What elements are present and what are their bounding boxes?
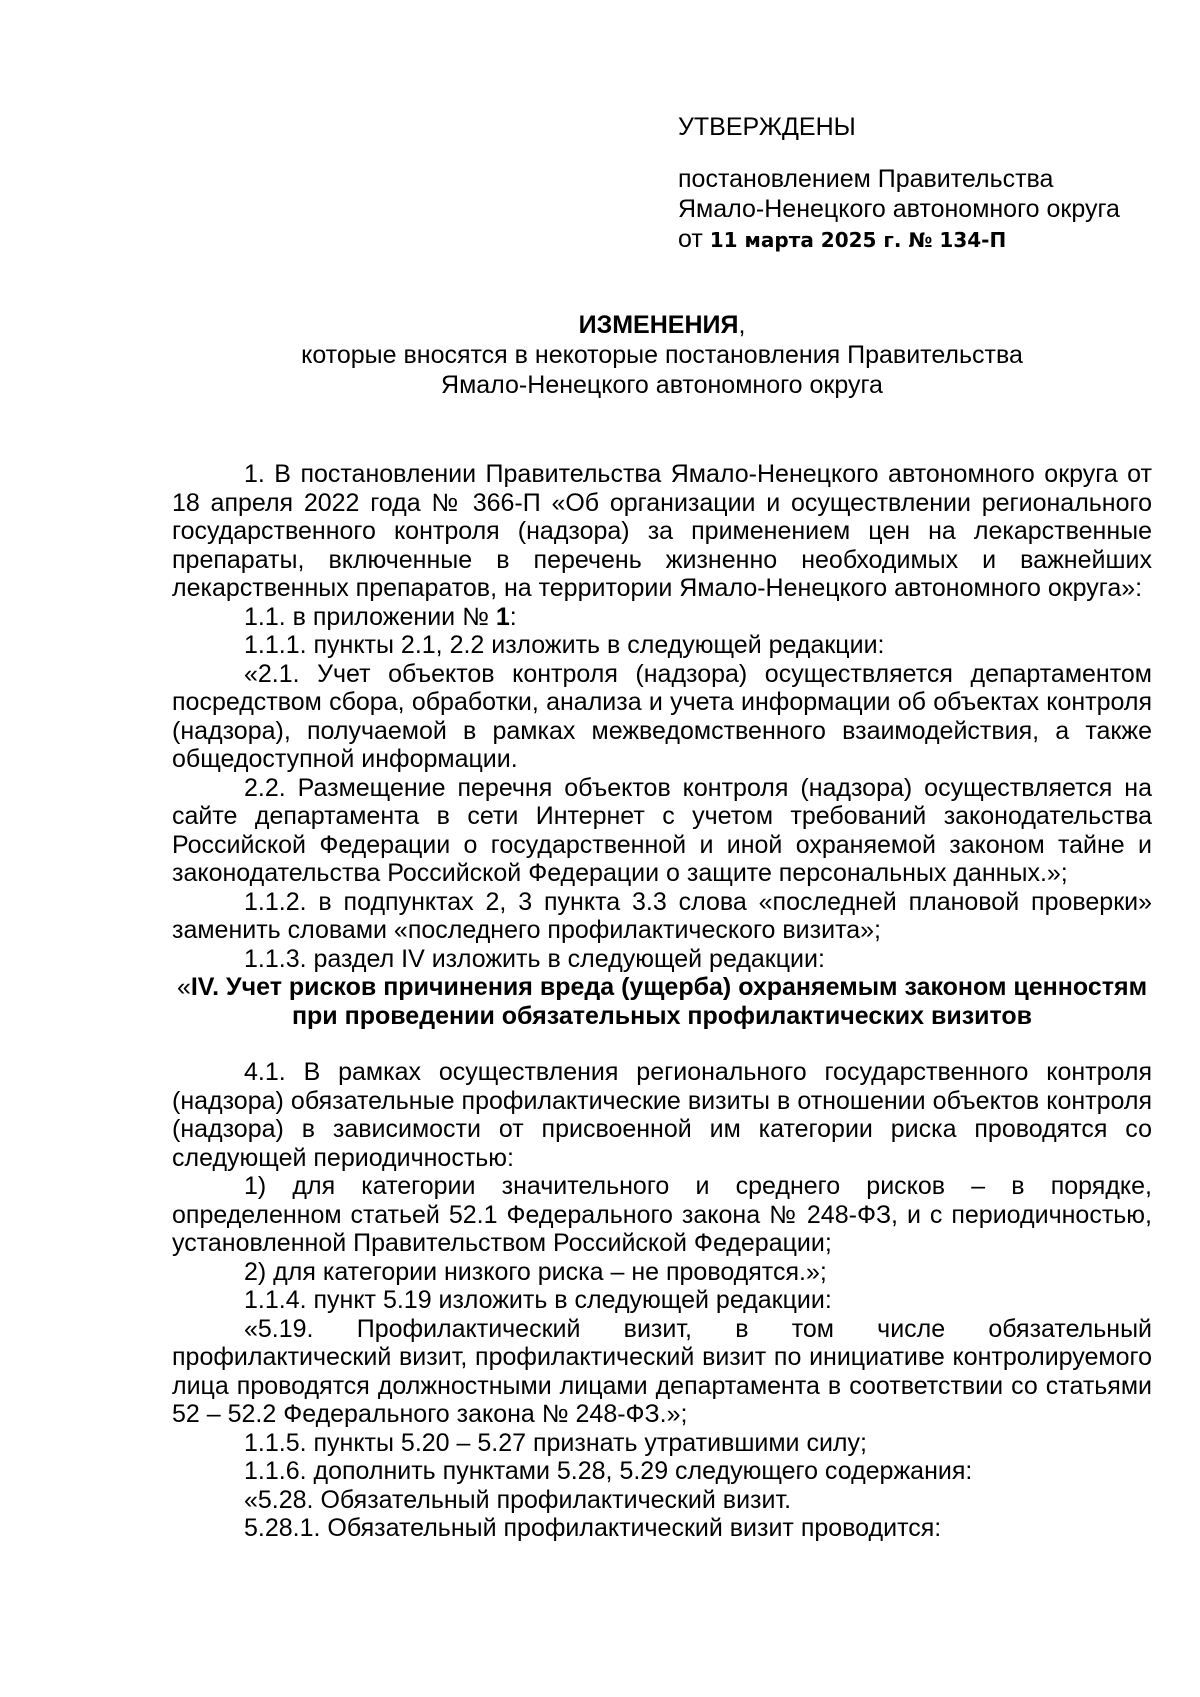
approval-line-1: постановлением Правительства bbox=[678, 165, 1054, 193]
paragraph-1-1-number: 1 bbox=[495, 602, 510, 631]
paragraph-1-1-1: 1.1.1. пункты 2.1, 2.2 изложить в следующей редакции: bbox=[244, 631, 885, 659]
paragraph-5-28-1: 5.28.1. Обязательный профилактический визит проводится: bbox=[244, 1514, 942, 1542]
approval-line-2: Ямало-Ненецкого автономного округа bbox=[678, 195, 1120, 223]
paragraph-1-1 bbox=[172, 603, 1152, 632]
paragraph-1-1-2: 1.1.2. в подпунктах 2, 3 пункта 3.3 слова «последней плановой проверки» заменить словами «последнего профилактического визита»; bbox=[172, 887, 1152, 944]
title-comma: , bbox=[738, 311, 746, 339]
paragraph-1-1-text: 1.1. в приложении № bbox=[244, 602, 496, 631]
paragraph-item-1: 1) для категории значительного и среднего рисков – в порядке, определенном статьей 52.1 Федерального закона № 248-ФЗ, и с периодичностью, установленной Правительством Российской Федерации; bbox=[172, 1172, 1152, 1257]
paragraph-5-28: «5.28. Обязательный профилактический визит. bbox=[244, 1485, 792, 1514]
document-body bbox=[172, 460, 1152, 1543]
paragraph-2-1: «2.1. Учет объектов контроля (надзора) осуществляется департаментом посредством сбора, обработки, анализа и учета информации об объектах контроля (надзора), получаемой в рамках межведомственного взаимодействия, а также общедоступной информации. bbox=[172, 659, 1152, 773]
paragraph-1: 1. В постановлении Правительства Ямало-Ненецкого автономного округа от 18 апреля 2022 года № 366-П «Об организации и осуществлении регионального государственного контроля (надзора) за применением цен на лекарственные препараты, включенные в перечень жизненно необходимых и важнейших лекарственных препаратов, на территории Ямало-Ненецкого автономного округа»: bbox=[172, 460, 1152, 602]
section-iv-heading bbox=[172, 973, 1152, 1030]
paragraph-4-1: 4.1. В рамках осуществления регионального государственного контроля (надзора) обязательные профилактические визиты в отношении объектов контроля (надзора) в зависимости от присвоенной им категории риска проводятся со следующей периодичностью: bbox=[172, 1058, 1152, 1172]
title-main-line bbox=[172, 310, 1152, 340]
title-sub-1: которые вносятся в некоторые постановления Правительства bbox=[301, 341, 1023, 369]
paragraph-1-1-3: 1.1.3. раздел IV изложить в следующей редакции: bbox=[244, 944, 825, 973]
title-main: ИЗМЕНЕНИЯ bbox=[578, 311, 739, 339]
paragraph-item-2: 2) для категории низкого риска – не проводятся.»; bbox=[244, 1257, 827, 1286]
approval-stamp bbox=[678, 112, 1178, 255]
approval-date-prefix: от bbox=[678, 225, 703, 253]
paragraph-2-2: 2.2. Размещение перечня объектов контроля (надзора) осуществляется на сайте департамента в сети Интернет с учетом требований законодательства Российской Федерации о государственной и иной охраняемой законом тайне и законодательства Российской Федерации о защите персональных данных.»; bbox=[172, 773, 1152, 887]
approval-heading: УТВЕРЖДЕНЫ bbox=[678, 113, 856, 141]
paragraph-1-1-4: 1.1.4. пункт 5.19 изложить в следующей редакции: bbox=[244, 1286, 832, 1314]
paragraph-1-1-end: : bbox=[509, 602, 517, 631]
paragraph-5-19: «5.19. Профилактический визит, в том числе обязательный профилактический визит, профилактический визит по инициативе контролируемого лица проводятся должностными лицами департамента в соответствии со статьями 52 – 52.2 Федерального закона № 248-ФЗ.»; bbox=[172, 1314, 1152, 1428]
approval-date-line bbox=[678, 224, 1178, 255]
approval-date-number: 11 марта 2025 г. № 134-П bbox=[709, 228, 1007, 252]
paragraph-1-1-5: 1.1.5. пункты 5.20 – 5.27 признать утратившими силу; bbox=[244, 1428, 867, 1457]
paragraph-1-1-6: 1.1.6. дополнить пунктами 5.28, 5.29 следующего содержания: bbox=[244, 1457, 973, 1485]
document-title bbox=[172, 310, 1152, 400]
title-sub-2: Ямало-Ненецкого автономного округа bbox=[441, 371, 883, 399]
section-open-quote: « bbox=[176, 973, 191, 1001]
section-iv-title: IV. Учет рисков причинения вреда (ущерба) охраняемым законом ценностям при проведении обязательных профилактических визитов bbox=[190, 973, 1148, 1030]
